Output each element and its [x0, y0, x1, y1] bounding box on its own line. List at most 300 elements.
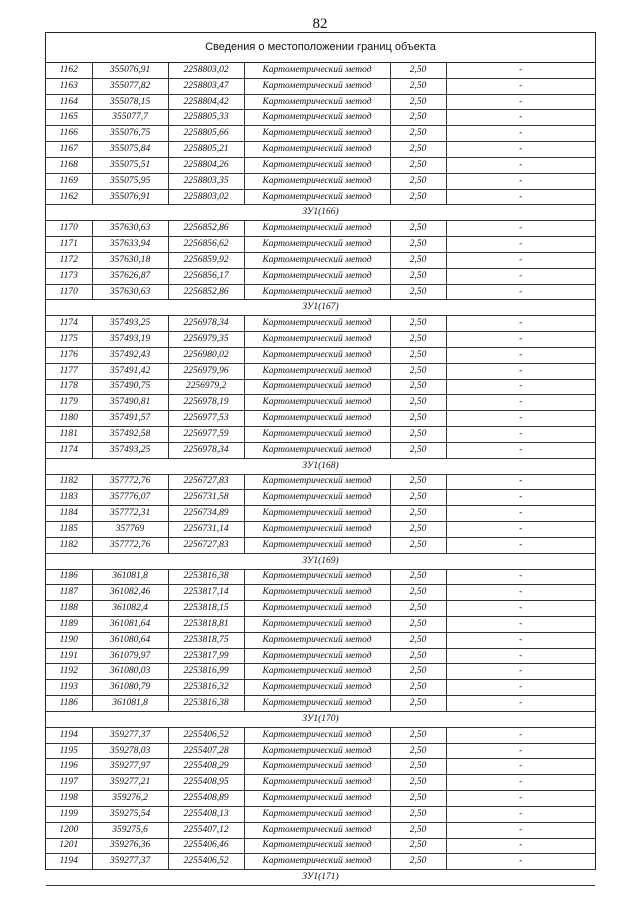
- accuracy-cell: 2,50: [390, 490, 446, 506]
- table-row: [46, 237, 595, 253]
- table-row: [46, 791, 595, 807]
- method-cell: Картометрический метод: [244, 569, 390, 585]
- method-cell: Картометрический метод: [244, 395, 390, 411]
- table-row: [46, 601, 595, 617]
- x-coordinate-cell: 357493,19: [92, 332, 168, 348]
- point-number-cell: 1194: [46, 727, 92, 743]
- description-cell: -: [446, 316, 595, 332]
- description-cell: -: [446, 347, 595, 363]
- point-number-cell: 1192: [46, 664, 92, 680]
- point-number-cell: 1184: [46, 506, 92, 522]
- section-row: [46, 711, 595, 727]
- method-cell: Картометрический метод: [244, 110, 390, 126]
- description-cell: -: [446, 221, 595, 237]
- table-row: [46, 442, 595, 458]
- y-coordinate-cell: 2258803,02: [168, 189, 244, 205]
- point-number-cell: 1177: [46, 363, 92, 379]
- x-coordinate-cell: 357626,87: [92, 268, 168, 284]
- method-cell: Картометрический метод: [244, 585, 390, 601]
- method-cell: Картометрический метод: [244, 316, 390, 332]
- table-row: [46, 506, 595, 522]
- x-coordinate-cell: 355078,15: [92, 94, 168, 110]
- y-coordinate-cell: 2256852,86: [168, 284, 244, 300]
- x-coordinate-cell: 357769: [92, 522, 168, 538]
- y-coordinate-cell: 2255406,46: [168, 838, 244, 854]
- point-number-cell: 1191: [46, 648, 92, 664]
- accuracy-cell: 2,50: [390, 284, 446, 300]
- x-coordinate-cell: 361081,8: [92, 569, 168, 585]
- y-coordinate-cell: 2256731,58: [168, 490, 244, 506]
- method-cell: Картометрический метод: [244, 189, 390, 205]
- y-coordinate-cell: 2255408,29: [168, 759, 244, 775]
- description-cell: -: [446, 63, 595, 78]
- y-coordinate-cell: 2256978,19: [168, 395, 244, 411]
- accuracy-cell: 2,50: [390, 506, 446, 522]
- table-row: [46, 522, 595, 538]
- description-cell: -: [446, 806, 595, 822]
- method-cell: Картометрический метод: [244, 63, 390, 78]
- description-cell: -: [446, 727, 595, 743]
- description-cell: -: [446, 743, 595, 759]
- y-coordinate-cell: 2256978,34: [168, 442, 244, 458]
- accuracy-cell: 2,50: [390, 411, 446, 427]
- method-cell: Картометрический метод: [244, 616, 390, 632]
- y-coordinate-cell: 2258805,21: [168, 142, 244, 158]
- y-coordinate-cell: 2258804,42: [168, 94, 244, 110]
- y-coordinate-cell: 2253816,99: [168, 664, 244, 680]
- x-coordinate-cell: 357493,25: [92, 316, 168, 332]
- y-coordinate-cell: 2256978,34: [168, 316, 244, 332]
- method-cell: Картометрический метод: [244, 854, 390, 870]
- x-coordinate-cell: 357772,31: [92, 506, 168, 522]
- method-cell: Картометрический метод: [244, 347, 390, 363]
- method-cell: Картометрический метод: [244, 664, 390, 680]
- table-row: [46, 173, 595, 189]
- method-cell: Картометрический метод: [244, 237, 390, 253]
- table-row: [46, 616, 595, 632]
- point-number-cell: 1176: [46, 347, 92, 363]
- description-cell: -: [446, 680, 595, 696]
- table-row: [46, 78, 595, 94]
- method-cell: Картометрический метод: [244, 632, 390, 648]
- y-coordinate-cell: 2255408,89: [168, 791, 244, 807]
- point-number-cell: 1179: [46, 395, 92, 411]
- accuracy-cell: 2,50: [390, 775, 446, 791]
- accuracy-cell: 2,50: [390, 94, 446, 110]
- table-row: [46, 189, 595, 205]
- y-coordinate-cell: 2258803,35: [168, 173, 244, 189]
- description-cell: -: [446, 537, 595, 553]
- y-coordinate-cell: 2256727,83: [168, 537, 244, 553]
- accuracy-cell: 2,50: [390, 110, 446, 126]
- accuracy-cell: 2,50: [390, 221, 446, 237]
- accuracy-cell: 2,50: [390, 616, 446, 632]
- accuracy-cell: 2,50: [390, 427, 446, 443]
- y-coordinate-cell: 2256852,86: [168, 221, 244, 237]
- accuracy-cell: 2,50: [390, 63, 446, 78]
- y-coordinate-cell: 2255406,52: [168, 854, 244, 870]
- x-coordinate-cell: 359277,97: [92, 759, 168, 775]
- x-coordinate-cell: 357630,63: [92, 284, 168, 300]
- x-coordinate-cell: 357491,57: [92, 411, 168, 427]
- point-number-cell: 1182: [46, 537, 92, 553]
- x-coordinate-cell: 361080,03: [92, 664, 168, 680]
- x-coordinate-cell: 357490,81: [92, 395, 168, 411]
- description-cell: -: [446, 110, 595, 126]
- description-cell: -: [446, 569, 595, 585]
- section-label: ЗУ1(169): [46, 553, 595, 569]
- accuracy-cell: 2,50: [390, 822, 446, 838]
- description-cell: -: [446, 142, 595, 158]
- table-row: [46, 395, 595, 411]
- table-row: [46, 474, 595, 490]
- x-coordinate-cell: 355075,84: [92, 142, 168, 158]
- y-coordinate-cell: 2253817,99: [168, 648, 244, 664]
- description-cell: -: [446, 632, 595, 648]
- description-cell: -: [446, 442, 595, 458]
- x-coordinate-cell: 357776,07: [92, 490, 168, 506]
- accuracy-cell: 2,50: [390, 332, 446, 348]
- y-coordinate-cell: 2258805,66: [168, 126, 244, 142]
- section-label: ЗУ1(166): [46, 205, 595, 221]
- accuracy-cell: 2,50: [390, 743, 446, 759]
- x-coordinate-cell: 361081,64: [92, 616, 168, 632]
- section-label: ЗУ1(167): [46, 300, 595, 316]
- point-number-cell: 1172: [46, 252, 92, 268]
- accuracy-cell: 2,50: [390, 632, 446, 648]
- x-coordinate-cell: 361082,4: [92, 601, 168, 617]
- accuracy-cell: 2,50: [390, 347, 446, 363]
- y-coordinate-cell: 2256727,83: [168, 474, 244, 490]
- x-coordinate-cell: 357492,43: [92, 347, 168, 363]
- table-row: [46, 759, 595, 775]
- table-row: [46, 347, 595, 363]
- description-cell: -: [446, 268, 595, 284]
- table-row: [46, 157, 595, 173]
- method-cell: Картометрический метод: [244, 94, 390, 110]
- table-row: [46, 126, 595, 142]
- accuracy-cell: 2,50: [390, 173, 446, 189]
- y-coordinate-cell: 2255407,28: [168, 743, 244, 759]
- page-number: 82: [312, 16, 328, 32]
- x-coordinate-cell: 359277,21: [92, 775, 168, 791]
- accuracy-cell: 2,50: [390, 537, 446, 553]
- table-row: [46, 363, 595, 379]
- point-number-cell: 1194: [46, 854, 92, 870]
- boundary-table-frame: [45, 32, 596, 883]
- x-coordinate-cell: 357630,63: [92, 221, 168, 237]
- table-row: [46, 379, 595, 395]
- y-coordinate-cell: 2253816,38: [168, 569, 244, 585]
- x-coordinate-cell: 359275,6: [92, 822, 168, 838]
- y-coordinate-cell: 2253818,75: [168, 632, 244, 648]
- point-number-cell: 1199: [46, 806, 92, 822]
- description-cell: -: [446, 173, 595, 189]
- method-cell: Картометрический метод: [244, 743, 390, 759]
- method-cell: Картометрический метод: [244, 442, 390, 458]
- point-number-cell: 1170: [46, 284, 92, 300]
- y-coordinate-cell: 2253818,15: [168, 601, 244, 617]
- section-row: [46, 300, 595, 316]
- table-row: [46, 490, 595, 506]
- method-cell: Картометрический метод: [244, 696, 390, 712]
- y-coordinate-cell: 2253817,14: [168, 585, 244, 601]
- x-coordinate-cell: 361081,8: [92, 696, 168, 712]
- description-cell: -: [446, 822, 595, 838]
- method-cell: Картометрический метод: [244, 142, 390, 158]
- section-row: [46, 458, 595, 474]
- y-coordinate-cell: 2256979,2: [168, 379, 244, 395]
- x-coordinate-cell: 355076,75: [92, 126, 168, 142]
- point-number-cell: 1198: [46, 791, 92, 807]
- y-coordinate-cell: 2256980,02: [168, 347, 244, 363]
- method-cell: Картометрический метод: [244, 78, 390, 94]
- x-coordinate-cell: 359276,36: [92, 838, 168, 854]
- method-cell: Картометрический метод: [244, 173, 390, 189]
- point-number-cell: 1200: [46, 822, 92, 838]
- accuracy-cell: 2,50: [390, 569, 446, 585]
- accuracy-cell: 2,50: [390, 664, 446, 680]
- accuracy-cell: 2,50: [390, 791, 446, 807]
- y-coordinate-cell: 2256977,59: [168, 427, 244, 443]
- point-number-cell: 1175: [46, 332, 92, 348]
- method-cell: Картометрический метод: [244, 522, 390, 538]
- y-coordinate-cell: 2255406,52: [168, 727, 244, 743]
- x-coordinate-cell: 357493,25: [92, 442, 168, 458]
- description-cell: -: [446, 157, 595, 173]
- y-coordinate-cell: 2256856,17: [168, 268, 244, 284]
- point-number-cell: 1170: [46, 221, 92, 237]
- description-cell: -: [446, 696, 595, 712]
- accuracy-cell: 2,50: [390, 157, 446, 173]
- accuracy-cell: 2,50: [390, 680, 446, 696]
- table-row: [46, 411, 595, 427]
- table-row: [46, 252, 595, 268]
- table-row: [46, 838, 595, 854]
- y-coordinate-cell: 2258803,02: [168, 63, 244, 78]
- table-row: [46, 632, 595, 648]
- method-cell: Картометрический метод: [244, 379, 390, 395]
- x-coordinate-cell: 361080,64: [92, 632, 168, 648]
- point-number-cell: 1173: [46, 268, 92, 284]
- point-number-cell: 1178: [46, 379, 92, 395]
- description-cell: -: [446, 775, 595, 791]
- y-coordinate-cell: 2258803,47: [168, 78, 244, 94]
- point-number-cell: 1174: [46, 316, 92, 332]
- description-cell: -: [446, 648, 595, 664]
- accuracy-cell: 2,50: [390, 442, 446, 458]
- accuracy-cell: 2,50: [390, 237, 446, 253]
- method-cell: Картометрический метод: [244, 427, 390, 443]
- point-number-cell: 1196: [46, 759, 92, 775]
- x-coordinate-cell: 359276,2: [92, 791, 168, 807]
- y-coordinate-cell: 2258805,33: [168, 110, 244, 126]
- method-cell: Картометрический метод: [244, 601, 390, 617]
- y-coordinate-cell: 2256859,92: [168, 252, 244, 268]
- y-coordinate-cell: 2255408,95: [168, 775, 244, 791]
- x-coordinate-cell: 357772,76: [92, 474, 168, 490]
- section-row: [46, 553, 595, 569]
- table-row: [46, 569, 595, 585]
- description-cell: -: [446, 474, 595, 490]
- point-number-cell: 1197: [46, 775, 92, 791]
- point-number-cell: 1166: [46, 126, 92, 142]
- method-cell: Картометрический метод: [244, 284, 390, 300]
- description-cell: -: [446, 78, 595, 94]
- method-cell: Картометрический метод: [244, 221, 390, 237]
- description-cell: -: [446, 332, 595, 348]
- method-cell: Картометрический метод: [244, 791, 390, 807]
- x-coordinate-cell: 359277,37: [92, 727, 168, 743]
- accuracy-cell: 2,50: [390, 268, 446, 284]
- accuracy-cell: 2,50: [390, 379, 446, 395]
- table-row: [46, 268, 595, 284]
- table-row: [46, 822, 595, 838]
- table-row: [46, 316, 595, 332]
- section-label: ЗУ1(168): [46, 458, 595, 474]
- section-label: ЗУ1(171): [46, 870, 595, 886]
- table-row: [46, 664, 595, 680]
- x-coordinate-cell: 355075,95: [92, 173, 168, 189]
- description-cell: -: [446, 585, 595, 601]
- table-header: Сведения о местоположении границ объекта: [46, 33, 595, 63]
- x-coordinate-cell: 357630,18: [92, 252, 168, 268]
- description-cell: -: [446, 126, 595, 142]
- description-cell: -: [446, 252, 595, 268]
- y-coordinate-cell: 2253816,38: [168, 696, 244, 712]
- description-cell: -: [446, 490, 595, 506]
- table-row: [46, 743, 595, 759]
- description-cell: -: [446, 237, 595, 253]
- accuracy-cell: 2,50: [390, 78, 446, 94]
- description-cell: -: [446, 759, 595, 775]
- point-number-cell: 1185: [46, 522, 92, 538]
- point-number-cell: 1169: [46, 173, 92, 189]
- method-cell: Картометрический метод: [244, 126, 390, 142]
- y-coordinate-cell: 2255407,12: [168, 822, 244, 838]
- accuracy-cell: 2,50: [390, 252, 446, 268]
- point-number-cell: 1162: [46, 63, 92, 78]
- x-coordinate-cell: 361080,79: [92, 680, 168, 696]
- table-row: [46, 142, 595, 158]
- x-coordinate-cell: 357490,75: [92, 379, 168, 395]
- table-row: [46, 775, 595, 791]
- y-coordinate-cell: 2253818,81: [168, 616, 244, 632]
- accuracy-cell: 2,50: [390, 474, 446, 490]
- description-cell: -: [446, 506, 595, 522]
- description-cell: -: [446, 427, 595, 443]
- point-number-cell: 1180: [46, 411, 92, 427]
- point-number-cell: 1195: [46, 743, 92, 759]
- accuracy-cell: 2,50: [390, 189, 446, 205]
- coordinates-table: [46, 63, 595, 886]
- accuracy-cell: 2,50: [390, 522, 446, 538]
- method-cell: Картометрический метод: [244, 490, 390, 506]
- method-cell: Картометрический метод: [244, 806, 390, 822]
- method-cell: Картометрический метод: [244, 332, 390, 348]
- table-row: [46, 427, 595, 443]
- accuracy-cell: 2,50: [390, 696, 446, 712]
- y-coordinate-cell: 2256856,62: [168, 237, 244, 253]
- point-number-cell: 1186: [46, 696, 92, 712]
- description-cell: -: [446, 363, 595, 379]
- x-coordinate-cell: 357772,76: [92, 537, 168, 553]
- point-number-cell: 1162: [46, 189, 92, 205]
- method-cell: Картометрический метод: [244, 268, 390, 284]
- method-cell: Картометрический метод: [244, 838, 390, 854]
- description-cell: -: [446, 411, 595, 427]
- accuracy-cell: 2,50: [390, 142, 446, 158]
- point-number-cell: 1168: [46, 157, 92, 173]
- table-row: [46, 680, 595, 696]
- description-cell: -: [446, 838, 595, 854]
- y-coordinate-cell: 2256979,35: [168, 332, 244, 348]
- accuracy-cell: 2,50: [390, 395, 446, 411]
- point-number-cell: 1163: [46, 78, 92, 94]
- accuracy-cell: 2,50: [390, 854, 446, 870]
- point-number-cell: 1171: [46, 237, 92, 253]
- point-number-cell: 1186: [46, 569, 92, 585]
- table-row: [46, 727, 595, 743]
- point-number-cell: 1164: [46, 94, 92, 110]
- table-row: [46, 110, 595, 126]
- section-row: [46, 205, 595, 221]
- point-number-cell: 1165: [46, 110, 92, 126]
- method-cell: Картометрический метод: [244, 775, 390, 791]
- table-row: [46, 332, 595, 348]
- description-cell: -: [446, 379, 595, 395]
- point-number-cell: 1190: [46, 632, 92, 648]
- point-number-cell: 1174: [46, 442, 92, 458]
- y-coordinate-cell: 2258804,26: [168, 157, 244, 173]
- method-cell: Картометрический метод: [244, 506, 390, 522]
- x-coordinate-cell: 355076,91: [92, 189, 168, 205]
- table-row: [46, 221, 595, 237]
- y-coordinate-cell: 2256734,89: [168, 506, 244, 522]
- table-row: [46, 696, 595, 712]
- method-cell: Картометрический метод: [244, 822, 390, 838]
- section-row: [46, 870, 595, 886]
- method-cell: Картометрический метод: [244, 759, 390, 775]
- table-row: [46, 585, 595, 601]
- description-cell: -: [446, 791, 595, 807]
- x-coordinate-cell: 357492,58: [92, 427, 168, 443]
- x-coordinate-cell: 359275,54: [92, 806, 168, 822]
- method-cell: Картометрический метод: [244, 537, 390, 553]
- table-row: [46, 63, 595, 78]
- accuracy-cell: 2,50: [390, 126, 446, 142]
- method-cell: Картометрический метод: [244, 648, 390, 664]
- point-number-cell: 1167: [46, 142, 92, 158]
- accuracy-cell: 2,50: [390, 648, 446, 664]
- y-coordinate-cell: 2255408,13: [168, 806, 244, 822]
- y-coordinate-cell: 2256731,14: [168, 522, 244, 538]
- description-cell: -: [446, 94, 595, 110]
- method-cell: Картометрический метод: [244, 363, 390, 379]
- point-number-cell: 1189: [46, 616, 92, 632]
- section-label: ЗУ1(170): [46, 711, 595, 727]
- y-coordinate-cell: 2253816,32: [168, 680, 244, 696]
- table-row: [46, 806, 595, 822]
- method-cell: Картометрический метод: [244, 157, 390, 173]
- method-cell: Картометрический метод: [244, 680, 390, 696]
- y-coordinate-cell: 2256979,96: [168, 363, 244, 379]
- accuracy-cell: 2,50: [390, 759, 446, 775]
- x-coordinate-cell: 355077,7: [92, 110, 168, 126]
- description-cell: -: [446, 189, 595, 205]
- x-coordinate-cell: 357491,42: [92, 363, 168, 379]
- point-number-cell: 1201: [46, 838, 92, 854]
